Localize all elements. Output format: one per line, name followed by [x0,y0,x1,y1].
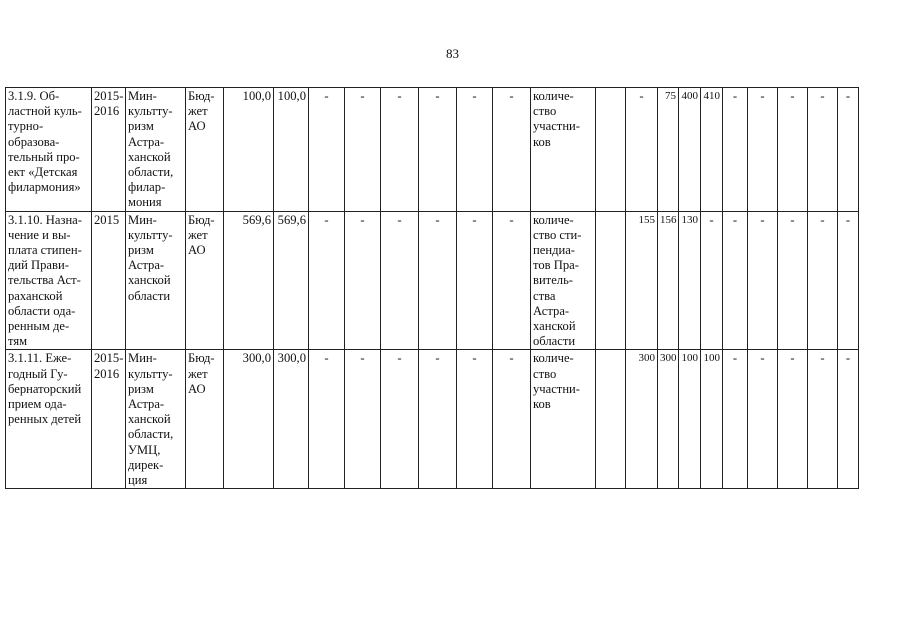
unit-cell [596,350,626,489]
indicator-value-cell: 100 [679,350,701,489]
indicator-value-cell: - [838,211,859,350]
year-amount-cell: - [381,88,419,212]
funding-source-cell: Бюд- жет АО [186,350,224,489]
table-row [6,211,859,350]
year-amount-cell: - [381,350,419,489]
page-number: 83 [446,46,459,61]
indicator-value-cell: - [808,211,838,350]
total-amount-cell: 100,0 [224,88,274,212]
year-amount-cell: - [457,88,493,212]
year-amount-cell: - [419,350,457,489]
year-amount-cell: - [309,350,345,489]
indicator-value-cell: - [748,350,778,489]
year-amount-cell: - [457,350,493,489]
indicator-cell: количе- ство сти- пендиа- тов Пра- витель- ства Астра- ханской области [531,211,596,350]
indicator-value-cell: - [723,211,748,350]
indicator-value-cell: - [808,350,838,489]
year-amount-cell: - [381,211,419,350]
indicator-value-cell: - [778,88,808,212]
indicator-value-cell: - [723,350,748,489]
year-amount-cell: 569,6 [274,211,309,350]
indicator-cell: количе- ство участни- ков [531,88,596,212]
year-amount-cell: - [345,350,381,489]
activity-name-cell: 3.1.9. Об- ластной куль- турно- образова- тельный про- ект «Детская филармония» [6,88,92,212]
indicator-value-cell: 300 [626,350,658,489]
indicator-value-cell: - [808,88,838,212]
year-amount-cell: - [457,211,493,350]
year-amount-cell: 100,0 [274,88,309,212]
total-amount-cell: 569,6 [224,211,274,350]
year-amount-cell: - [345,88,381,212]
indicator-value-cell: 130 [679,211,701,350]
unit-cell [596,88,626,212]
period-cell: 2015- 2016 [92,88,126,212]
executor-cell: Мин- культту- ризм Астра- ханской области [126,211,186,350]
year-amount-cell: - [309,211,345,350]
executor-cell: Мин- культту- ризм Астра- ханской области, филар- мония [126,88,186,212]
year-amount-cell: - [309,88,345,212]
indicator-value-cell: - [838,350,859,489]
indicator-cell: количе- ство участни- ков [531,350,596,489]
indicator-value-cell: - [778,350,808,489]
indicator-value-cell: - [626,88,658,212]
indicator-value-cell: - [748,211,778,350]
indicator-value-cell: - [778,211,808,350]
table-row [6,88,859,212]
indicator-value-cell: 156 [658,211,679,350]
activity-name-cell: 3.1.10. Назна- чение и вы- плата стипен- дий Прави- тельства Аст- раханской области ода- ренным де- тям [6,211,92,350]
indicator-value-cell: 300 [658,350,679,489]
period-cell: 2015 [92,211,126,350]
executor-cell: Мин- культту- ризм Астра- ханской области, УМЦ, дирек- ция [126,350,186,489]
indicator-value-cell: 410 [701,88,723,212]
indicator-value-cell: 400 [679,88,701,212]
indicator-value-cell: - [723,88,748,212]
funding-source-cell: Бюд- жет АО [186,88,224,212]
year-amount-cell: 300,0 [274,350,309,489]
indicator-value-cell: 75 [658,88,679,212]
indicator-value-cell: 100 [701,350,723,489]
year-amount-cell: - [493,350,531,489]
year-amount-cell: - [493,88,531,212]
funding-source-cell: Бюд- жет АО [186,211,224,350]
activity-name-cell: 3.1.11. Еже- годный Гу- бернаторский прием ода- ренных детей [6,350,92,489]
total-amount-cell: 300,0 [224,350,274,489]
table-row [6,350,859,489]
year-amount-cell: - [493,211,531,350]
indicator-value-cell: - [748,88,778,212]
year-amount-cell: - [419,211,457,350]
indicator-value-cell: - [838,88,859,212]
year-amount-cell: - [419,88,457,212]
unit-cell [596,211,626,350]
program-activities-table [5,87,859,489]
period-cell: 2015- 2016 [92,350,126,489]
indicator-value-cell: - [701,211,723,350]
year-amount-cell: - [345,211,381,350]
indicator-value-cell: 155 [626,211,658,350]
